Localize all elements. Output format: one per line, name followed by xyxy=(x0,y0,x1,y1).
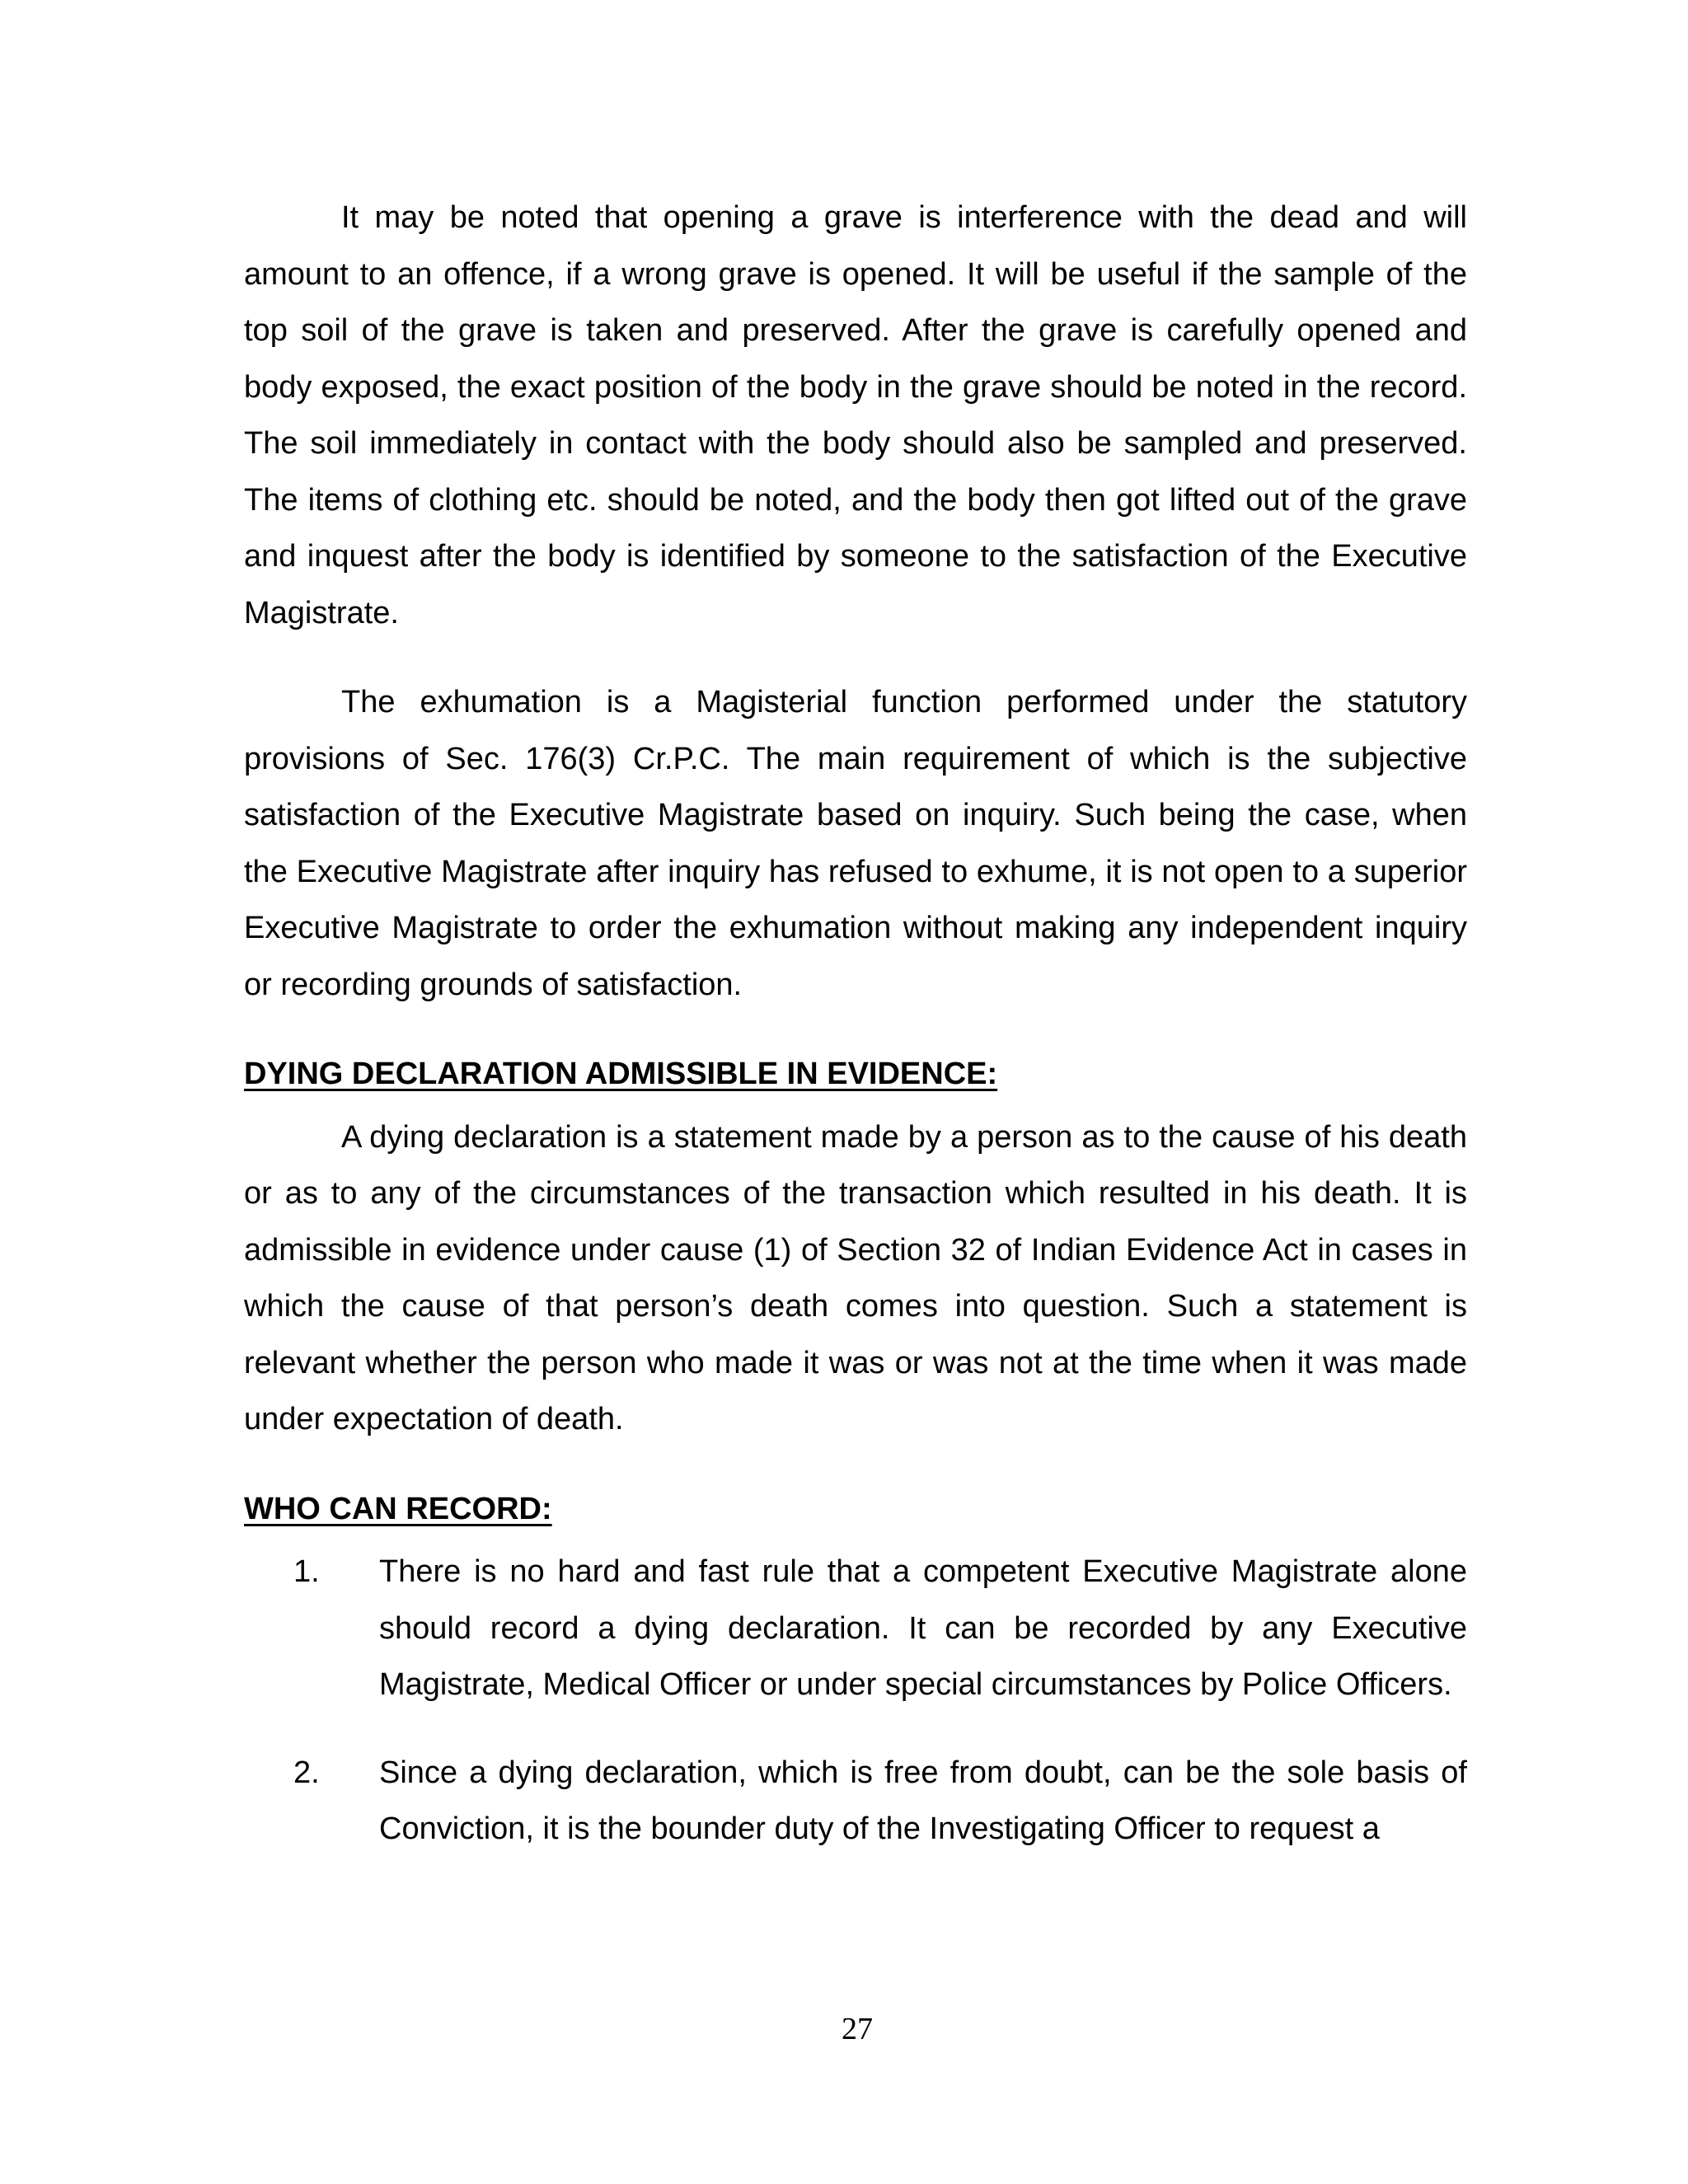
list-item-text: There is no hard and fast rule that a competent Executive Magistrate alone should record a dying declaration. It can be recorded by any Executive Magistrate, Medical Officer or under special circumstances by Police Officers. xyxy=(379,1554,1467,1702)
paragraph-exhumation: The exhumation is a Magisterial function performed under the statutory provisions of Sec. 176(3) Cr.P.C. The main requirement of which is the subjective satisfaction of the Executive Magistrate based on inquiry. Such being the case, when the Executive Magistrate after inquiry has refused to exhume, it is not open to a superior Executive Magistrate to order the exhumation without making any independent inquiry or recording grounds of satisfaction. xyxy=(244,685,1467,1002)
paragraph-dying-declaration: A dying declaration is a statement made by a person as to the cause of his death or as to any of the circumstances of the transaction which resulted in his death. It is admissible in evidence under cause (1) of Section 32 of Indian Evidence Act in cases in which the cause of that person’s death comes into question. Such a statement is relevant whether the person who made it was or was not at the time when it was made under expectation of death. xyxy=(244,1119,1467,1436)
list-item-number: 2. xyxy=(293,1755,320,1790)
heading-who-can-record: WHO CAN RECORD: xyxy=(244,1491,552,1526)
paragraph-grave-opening: It may be noted that opening a grave is interference with the dead and will amount to an offence, if a wrong grave is opened. It will be useful if the sample of the top soil of the grave is taken and preserved. After the grave is carefully opened and body exposed, the exact position of the body in the grave should be noted in the record. The soil immediately in contact with the body should also be sampled and preserved. The items of clothing etc. should be noted, and the body then got lifted out of the grave and inquest after the body is identified by someone to the satisfaction of the Executive Magistrate. xyxy=(244,200,1467,630)
page-number: 27 xyxy=(842,2012,873,2046)
list-item xyxy=(244,1745,1467,1858)
heading-dying-declaration: DYING DECLARATION ADMISSIBLE IN EVIDENCE: xyxy=(244,1057,998,1091)
list-item-text: Since a dying declaration, which is free from doubt, can be the sole basis of Conviction, it is the bounder duty of the Investigating Officer to request a xyxy=(379,1755,1467,1846)
document-body xyxy=(244,190,1467,1858)
list-item-number: 1. xyxy=(293,1554,320,1589)
numbered-list xyxy=(244,1544,1467,1858)
list-item xyxy=(244,1544,1467,1713)
